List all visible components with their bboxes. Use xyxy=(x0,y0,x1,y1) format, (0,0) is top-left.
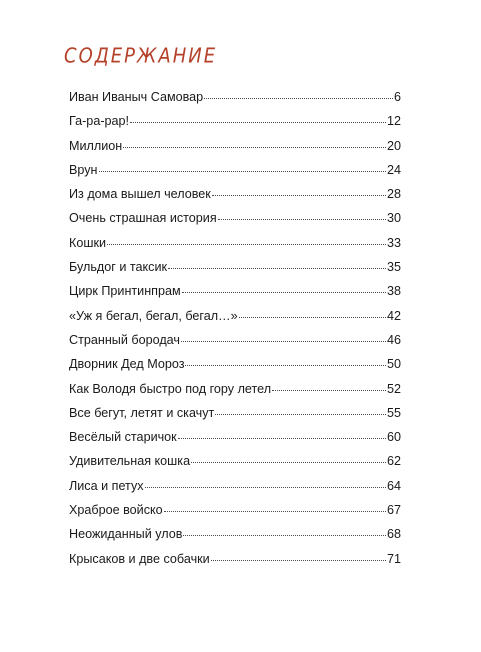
dot-leader xyxy=(185,364,386,366)
toc-entry-title: Крысаков и две собачки xyxy=(69,551,210,566)
toc-entry-title: Как Володя быстро под гору летел xyxy=(69,381,272,396)
toc-entry[interactable] xyxy=(69,382,401,406)
toc-entry-page: 42 xyxy=(386,308,401,323)
toc-entry[interactable] xyxy=(69,139,401,163)
toc-entry-page: 55 xyxy=(386,405,401,420)
toc-entry-page: 67 xyxy=(386,503,401,518)
toc-entry-page: 35 xyxy=(386,260,401,275)
toc-entry[interactable] xyxy=(69,552,401,576)
dot-leader xyxy=(215,413,386,415)
toc-entry-title: «Уж я бегал, бегал, бегал…» xyxy=(69,308,238,323)
dot-leader xyxy=(164,510,386,512)
toc-entry-page: 20 xyxy=(386,138,401,153)
dot-leader xyxy=(211,559,386,561)
toc-entry[interactable] xyxy=(69,236,401,260)
toc-entry-title: Храброе войско xyxy=(69,503,163,518)
toc-entry-title: Врун xyxy=(69,162,98,177)
toc-entry-title: Из дома вышел человек xyxy=(69,187,211,202)
toc-entry[interactable] xyxy=(69,454,401,478)
dot-leader xyxy=(218,218,386,220)
dot-leader xyxy=(204,97,393,99)
toc-entry[interactable] xyxy=(69,309,401,333)
toc-entry[interactable] xyxy=(69,333,401,357)
toc-entry[interactable] xyxy=(69,260,401,284)
toc-entry-page: 24 xyxy=(386,162,401,177)
toc-entry[interactable] xyxy=(69,211,401,235)
toc-entry-title: Все бегут, летят и скачут xyxy=(69,405,215,420)
dot-leader xyxy=(145,486,386,488)
toc-entry-page: 38 xyxy=(386,284,401,299)
toc-entry[interactable] xyxy=(69,406,401,430)
toc-entry-title: Дворник Дед Мороз xyxy=(69,357,185,372)
toc-entry-title: Удивительная кошка xyxy=(69,454,191,469)
toc-entry-page: 33 xyxy=(386,235,401,250)
toc-entry-page: 62 xyxy=(386,454,401,469)
dot-leader xyxy=(239,316,386,318)
toc-entry-page: 28 xyxy=(386,187,401,202)
toc-entry-title: Миллион xyxy=(69,138,123,153)
toc-entry[interactable] xyxy=(69,163,401,187)
toc-entry[interactable] xyxy=(69,187,401,211)
toc-entry[interactable] xyxy=(69,284,401,308)
dot-leader xyxy=(168,267,386,269)
toc-entry-page: 30 xyxy=(386,211,401,226)
toc-entry-page: 12 xyxy=(386,114,401,129)
toc-entry-page: 64 xyxy=(386,478,401,493)
toc-entry[interactable] xyxy=(69,479,401,503)
toc-entry[interactable] xyxy=(69,527,401,551)
toc-entry[interactable] xyxy=(69,90,401,114)
dot-leader xyxy=(182,291,386,293)
toc-entry-title: Бульдог и таксик xyxy=(69,260,168,275)
toc-entry-title: Весёлый старичок xyxy=(69,430,177,445)
toc-entry-title: Лиса и петух xyxy=(69,478,144,493)
dot-leader xyxy=(181,340,386,342)
toc-entry-title: Странный бородач xyxy=(69,332,180,347)
dot-leader xyxy=(130,121,386,123)
dot-leader xyxy=(99,170,386,172)
toc-entry-page: 6 xyxy=(393,90,401,104)
dot-leader xyxy=(178,437,386,439)
dot-leader xyxy=(183,534,386,536)
dot-leader xyxy=(272,389,386,391)
toc-entry-title: Цирк Принтинпрам xyxy=(69,284,181,299)
toc-entry-page: 52 xyxy=(386,381,401,396)
toc-entry[interactable] xyxy=(69,114,401,138)
toc-entry-page: 68 xyxy=(386,527,401,542)
page-title: СОДЕРЖАНИЕ xyxy=(64,44,218,69)
toc-entry-page: 46 xyxy=(386,332,401,347)
toc-entry-title: Кошки xyxy=(69,235,106,250)
toc-entry[interactable] xyxy=(69,357,401,381)
table-of-contents xyxy=(69,90,401,576)
dot-leader xyxy=(191,461,386,463)
toc-entry-title: Неожиданный улов xyxy=(69,527,183,542)
toc-entry-title: Га-ра-рар! xyxy=(69,114,130,129)
toc-entry-page: 50 xyxy=(386,357,401,372)
toc-entry[interactable] xyxy=(69,503,401,527)
toc-entry-title: Иван Иваныч Самовар xyxy=(69,90,204,104)
dot-leader xyxy=(123,146,386,148)
dot-leader xyxy=(107,243,386,245)
toc-entry-page: 71 xyxy=(386,551,401,566)
toc-entry[interactable] xyxy=(69,430,401,454)
dot-leader xyxy=(212,194,386,196)
toc-entry-title: Очень страшная история xyxy=(69,211,217,226)
toc-entry-page: 60 xyxy=(386,430,401,445)
